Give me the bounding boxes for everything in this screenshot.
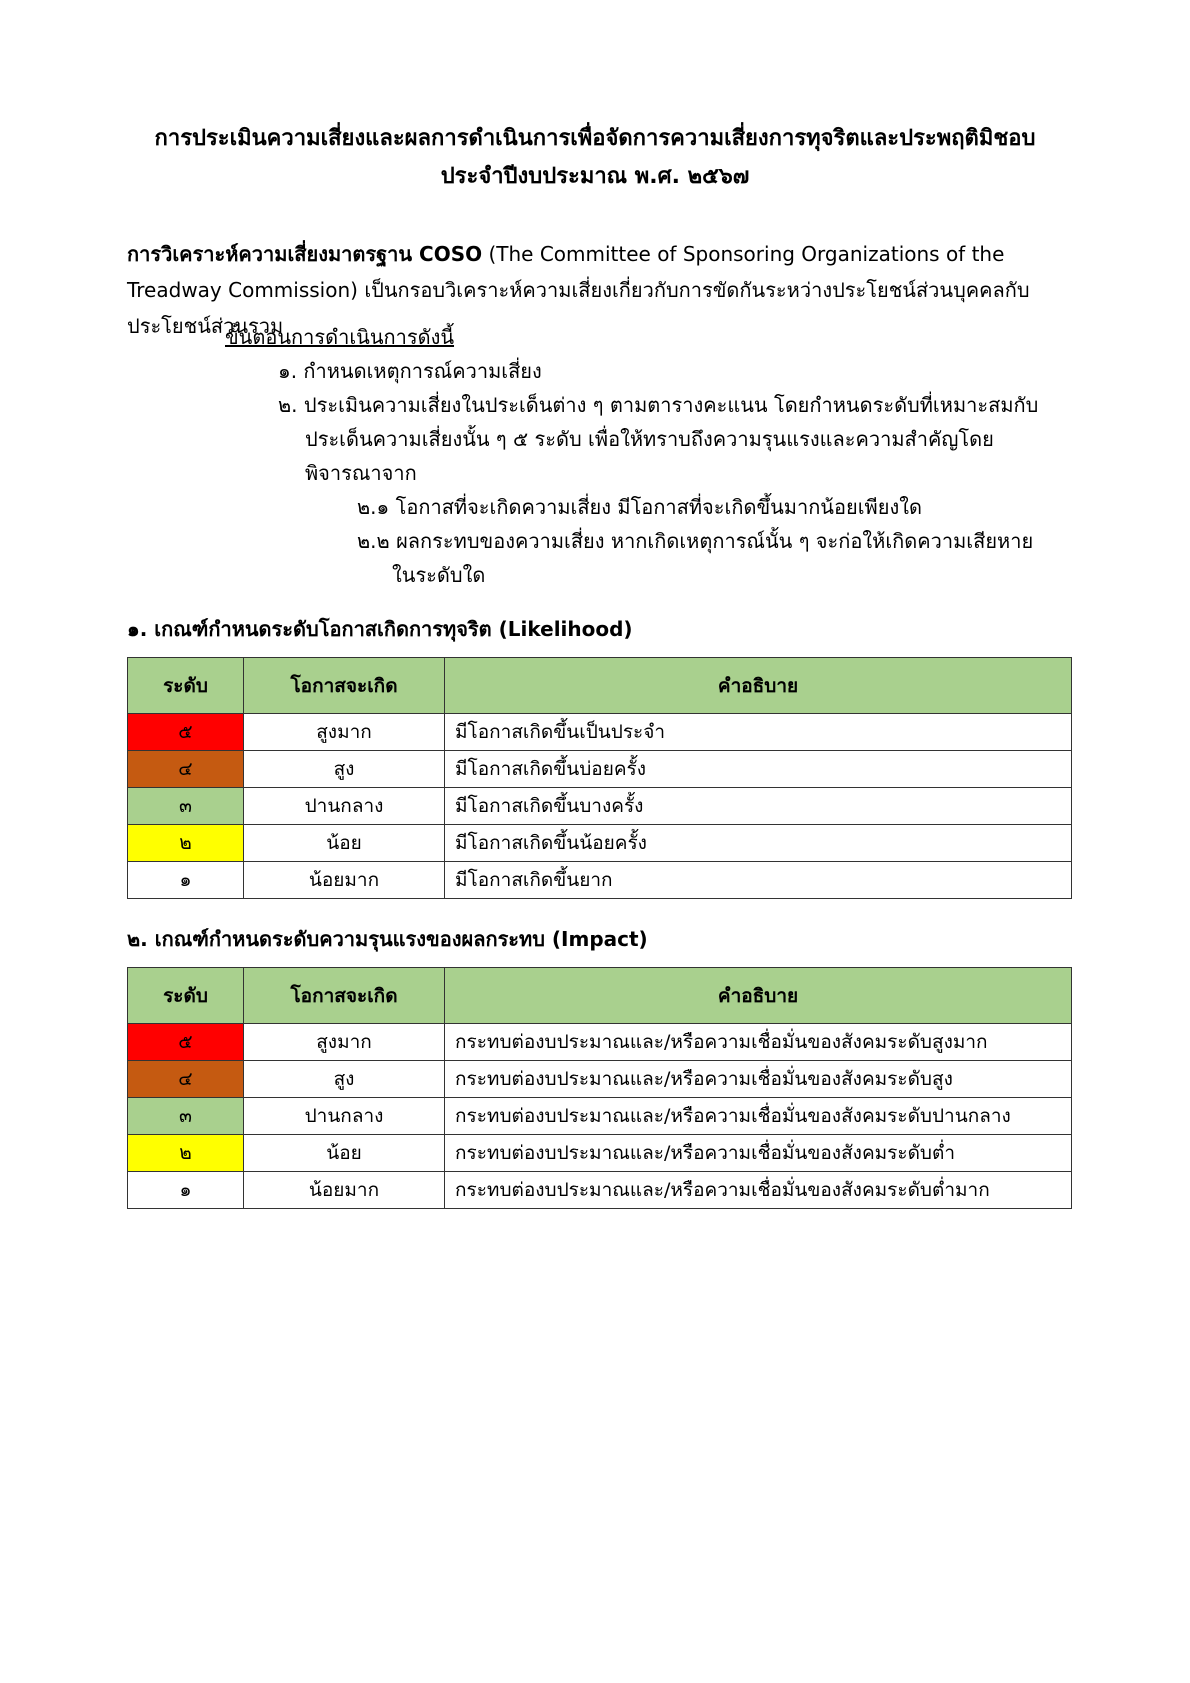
step-2-line-3: พิจารณาจาก xyxy=(305,461,417,485)
header-chance: โอกาสจะเกิด xyxy=(244,968,445,1024)
chance-cell: ปานกลาง xyxy=(244,788,445,825)
table-row xyxy=(128,714,1072,751)
table-row xyxy=(128,1098,1072,1135)
step-2-1: ๒.๑ โอกาสที่จะเกิดความเสี่ยง มีโอกาสที่จะเกิดขึ้นมากน้อยเพียงใด xyxy=(357,495,922,519)
header-level: ระดับ xyxy=(128,968,244,1024)
header-chance: โอกาสจะเกิด xyxy=(244,658,445,714)
chance-cell: น้อย xyxy=(244,1135,445,1172)
description-cell: มีโอกาสเกิดขึ้นน้อยครั้ง xyxy=(445,825,1072,862)
level-cell: ๓ xyxy=(128,1098,244,1135)
chance-cell: น้อยมาก xyxy=(244,1172,445,1209)
title-line-1: การประเมินความเสี่ยงและผลการดำเนินการเพื่อจัดการความเสี่ยงการทุจริตและประพฤติมิชอบ xyxy=(154,126,1036,151)
table-row xyxy=(128,1135,1072,1172)
level-cell: ๕ xyxy=(128,714,244,751)
header-level: ระดับ xyxy=(128,658,244,714)
table-row xyxy=(128,825,1072,862)
impact-table xyxy=(127,967,1072,1209)
step-2-line-2: ประเด็นความเสี่ยงนั้น ๆ ๕ ระดับ เพื่อให้ทราบถึงความรุนแรงและความสำคัญโดย xyxy=(305,427,994,451)
table-row xyxy=(128,1061,1072,1098)
description-cell: กระทบต่องบประมาณและ/หรือความเชื่อมั่นของสังคมระดับสูง xyxy=(445,1061,1072,1098)
chance-cell: สูงมาก xyxy=(244,714,445,751)
header-description: คำอธิบาย xyxy=(445,658,1072,714)
table-row xyxy=(128,751,1072,788)
description-cell: กระทบต่องบประมาณและ/หรือความเชื่อมั่นของสังคมระดับปานกลาง xyxy=(445,1098,1072,1135)
step-2-2-line-2: ในระดับใด xyxy=(392,563,486,587)
header-description: คำอธิบาย xyxy=(445,968,1072,1024)
level-cell: ๓ xyxy=(128,788,244,825)
chance-cell: สูงมาก xyxy=(244,1024,445,1061)
level-cell: ๒ xyxy=(128,1135,244,1172)
step-1: ๑. กำหนดเหตุการณ์ความเสี่ยง xyxy=(278,359,542,383)
intro-text: (The Committee of Sponsoring Organizations of the Treadway Commission) เป็นกรอบวิเคราะห์ความเสี่ยงเกี่ยวกับการขัดกันระหว่างประโยชน์ส่วนบุคคลกับประโยชน์ส่วนรวม xyxy=(127,242,1030,338)
chance-cell: น้อยมาก xyxy=(244,862,445,899)
level-cell: ๑ xyxy=(128,862,244,899)
description-cell: มีโอกาสเกิดขึ้นบางครั้ง xyxy=(445,788,1072,825)
intro-bold-lead: การวิเคราะห์ความเสี่ยงมาตรฐาน COSO xyxy=(127,242,483,266)
section-1-heading: ๑. เกณฑ์กำหนดระดับโอกาสเกิดการทุจริต (Likelihood) xyxy=(127,617,633,641)
description-cell: มีโอกาสเกิดขึ้นยาก xyxy=(445,862,1072,899)
table-header-row xyxy=(128,968,1072,1024)
table-header-row xyxy=(128,658,1072,714)
description-cell: มีโอกาสเกิดขึ้นบ่อยครั้ง xyxy=(445,751,1072,788)
level-cell: ๒ xyxy=(128,825,244,862)
description-cell: กระทบต่องบประมาณและ/หรือความเชื่อมั่นของสังคมระดับต่ำมาก xyxy=(445,1172,1072,1209)
description-cell: กระทบต่องบประมาณและ/หรือความเชื่อมั่นของสังคมระดับต่ำ xyxy=(445,1135,1072,1172)
description-cell: มีโอกาสเกิดขึ้นเป็นประจำ xyxy=(445,714,1072,751)
title-line-2: ประจำปีงบประมาณ พ.ศ. ๒๕๖๗ xyxy=(440,164,750,189)
section-2-heading: ๒. เกณฑ์กำหนดระดับความรุนแรงของผลกระทบ (Impact) xyxy=(127,927,648,951)
chance-cell: น้อย xyxy=(244,825,445,862)
level-cell: ๔ xyxy=(128,751,244,788)
table-row xyxy=(128,862,1072,899)
description-cell: กระทบต่องบประมาณและ/หรือความเชื่อมั่นของสังคมระดับสูงมาก xyxy=(445,1024,1072,1061)
level-cell: ๔ xyxy=(128,1061,244,1098)
chance-cell: สูง xyxy=(244,751,445,788)
step-2-2-line-1: ๒.๒ ผลกระทบของความเสี่ยง หากเกิดเหตุการณ์นั้น ๆ จะก่อให้เกิดความเสียหาย xyxy=(357,529,1034,553)
likelihood-table xyxy=(127,657,1072,899)
level-cell: ๕ xyxy=(128,1024,244,1061)
table-row xyxy=(128,1024,1072,1061)
step-2-line-1: ๒. ประเมินความเสี่ยงในประเด็นต่าง ๆ ตามตารางคะแนน โดยกำหนดระดับที่เหมาะสมกับ xyxy=(278,393,1039,417)
chance-cell: สูง xyxy=(244,1061,445,1098)
document-title xyxy=(120,120,1070,196)
level-cell: ๑ xyxy=(128,1172,244,1209)
table-row xyxy=(128,1172,1072,1209)
steps-heading: ขั้นตอนการดำเนินการดังนี้ xyxy=(225,325,455,349)
table-row xyxy=(128,788,1072,825)
chance-cell: ปานกลาง xyxy=(244,1098,445,1135)
